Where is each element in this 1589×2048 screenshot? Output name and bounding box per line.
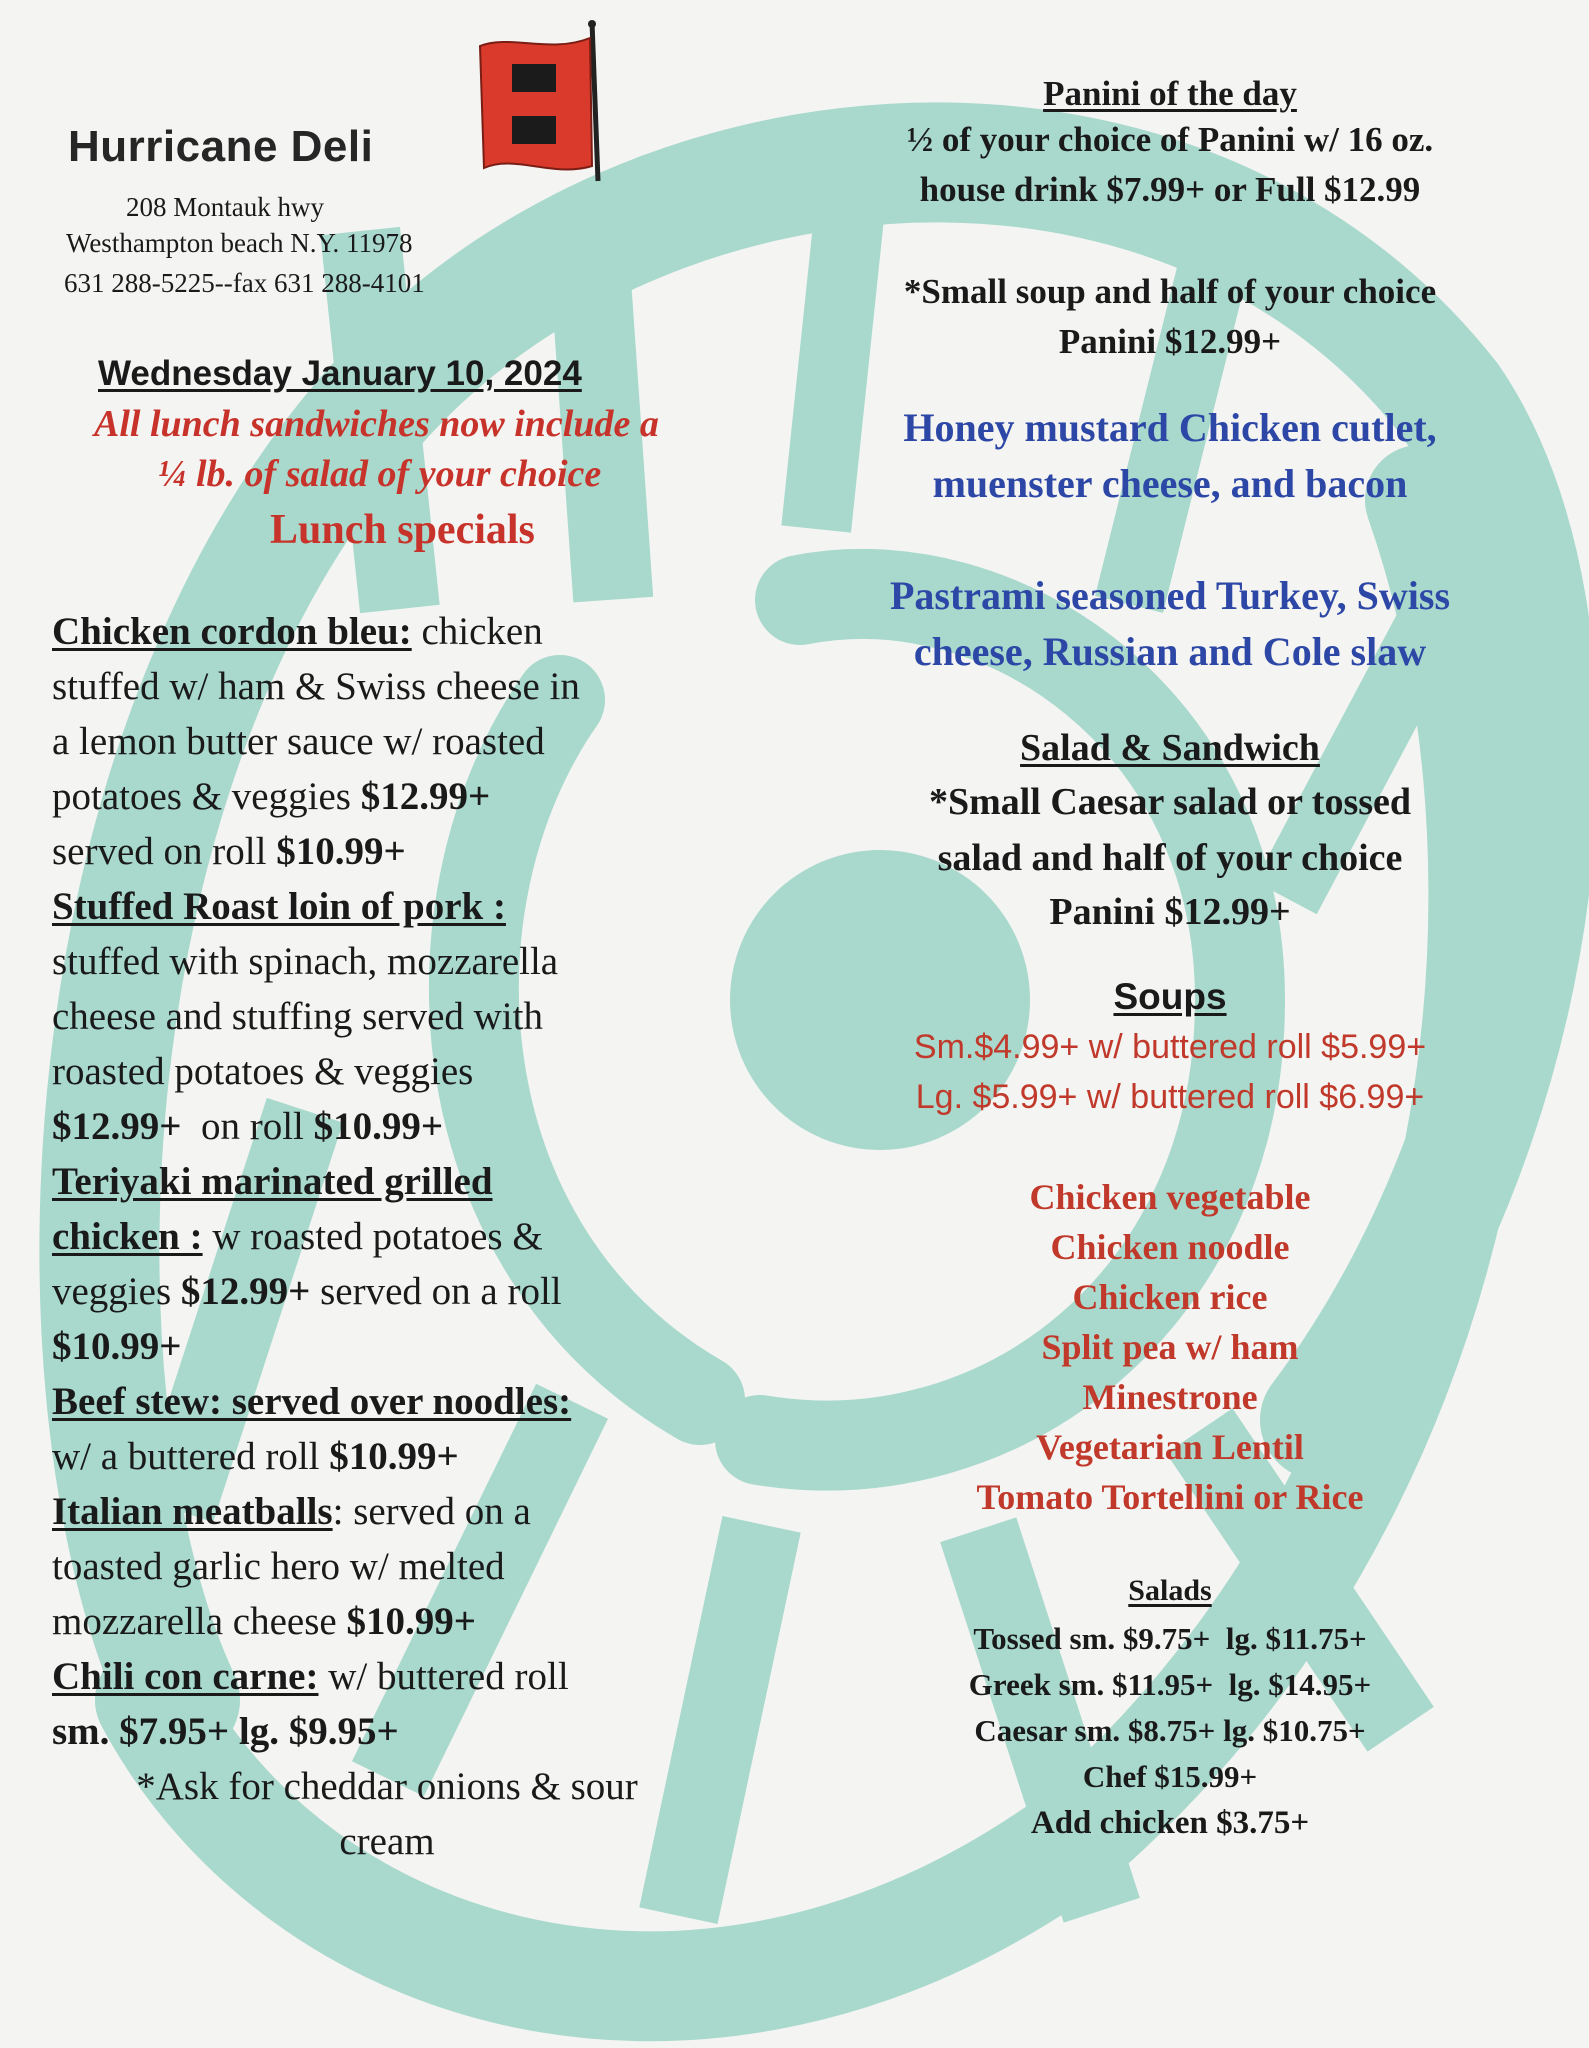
item-desc [52, 1594, 752, 1649]
item-price: $10.99+ [276, 830, 406, 873]
item-name: Chicken cordon bleu: [52, 610, 412, 653]
item-name: Chili con carne: [52, 1655, 319, 1698]
promo-line-1: All lunch sandwiches now include a [94, 403, 659, 445]
special-cordon-bleu [52, 604, 752, 659]
special-pork [52, 879, 752, 934]
item-desc [52, 1429, 752, 1484]
item-name: Stuffed Roast loin of pork : [52, 885, 506, 928]
item-price: $10.99+ [313, 1105, 444, 1148]
item-price: $12.99+ [180, 1270, 311, 1313]
salad-sandwich-heading: Salad & Sandwich [1020, 727, 1320, 769]
item-desc-text: w roasted potatoes & [202, 1215, 543, 1258]
lunch-specials-heading: Lunch specials [270, 507, 535, 553]
soups-heading: Soups [1113, 976, 1227, 1017]
salad-item: Chef $15.99+ [1082, 1759, 1258, 1794]
soup-item: Vegetarian Lentil [1036, 1427, 1304, 1467]
item-price: sm. $7.95+ lg. $9.95+ [52, 1710, 399, 1753]
lunch-specials-list [52, 604, 752, 1869]
soup-item: Chicken rice [1072, 1277, 1268, 1317]
salad-item: Tossed sm. $9.75+ lg. $11.75+ [973, 1621, 1367, 1656]
item-price: $10.99+ [346, 1600, 476, 1643]
soup-price-small: Sm.$4.99+ w/ buttered roll $5.99+ [913, 1028, 1427, 1066]
soup-panini-line: *Small soup and half of your choice [903, 272, 1437, 311]
special-meatballs [52, 1484, 752, 1539]
panini-heading: Panini of the day [1043, 74, 1297, 113]
special-chili [52, 1649, 752, 1704]
promo-line-2: ¼ lb. of salad of your choice [158, 453, 602, 495]
item-price: $12.99+ [52, 1105, 182, 1148]
item-desc [52, 824, 752, 879]
panini-line: ½ of your choice of Panini w/ 16 oz. [906, 120, 1434, 159]
item-desc-text: served on a roll [310, 1270, 562, 1313]
item-desc: roasted potatoes & veggies [52, 1050, 474, 1093]
address-street: 208 Montauk hwy [126, 192, 324, 222]
item-desc: a lemon butter sauce w/ roasted [52, 720, 545, 763]
salad-item: Add chicken $3.75+ [1030, 1805, 1310, 1841]
item-desc: cheese and stuffing served with [52, 995, 543, 1038]
item-desc-text: served on roll [52, 830, 277, 873]
chili-note: *Ask for cheddar onions & sour [136, 1765, 638, 1808]
soup-panini-line: Panini $12.99+ [1058, 322, 1282, 361]
item-desc: chicken [411, 610, 543, 653]
item-name: Italian meatballs [52, 1490, 333, 1533]
chili-note: cream [339, 1820, 435, 1863]
item-desc [52, 1264, 752, 1319]
panini-honey-mustard: Honey mustard Chicken cutlet, [903, 405, 1437, 450]
item-desc [52, 769, 752, 824]
soup-item: Minestrone [1082, 1377, 1258, 1417]
panini-pastrami-turkey: Pastrami seasoned Turkey, Swiss [889, 573, 1451, 618]
salad-sandwich-line: *Small Caesar salad or tossed [928, 781, 1412, 823]
salad-sandwich-line: Panini $12.99+ [1049, 891, 1291, 933]
phone-fax: 631 288-5225--fax 631 288-4101 [64, 268, 425, 298]
item-price: $10.99+ [329, 1435, 459, 1478]
salad-list [820, 1616, 1520, 1846]
soup-item: Split pea w/ ham [1041, 1327, 1299, 1367]
item-desc-text: w/ a buttered roll [52, 1435, 330, 1478]
salad-item: Greek sm. $11.95+ lg. $14.95+ [968, 1667, 1372, 1702]
item-price: $12.99+ [360, 775, 491, 818]
salads-heading: Salads [1128, 1574, 1212, 1607]
menu-date: Wednesday January 10, 2024 [98, 354, 582, 393]
special-beef-stew [52, 1374, 752, 1429]
panini-line: house drink $7.99+ or Full $12.99 [919, 170, 1421, 209]
item-desc: stuffed w/ ham & Swiss cheese in [52, 665, 580, 708]
panini-honey-mustard: muenster cheese, and bacon [932, 461, 1408, 506]
item-price: $10.99+ [52, 1325, 182, 1368]
item-name: chicken : [52, 1215, 203, 1258]
item-desc-text: mozzarella cheese [52, 1600, 347, 1643]
deli-name: Hurricane Deli [68, 122, 374, 171]
salad-sandwich-line: salad and half of your choice [937, 837, 1403, 879]
salad-item: Caesar sm. $8.75+ lg. $10.75+ [974, 1713, 1366, 1748]
soup-item: Chicken vegetable [1029, 1177, 1311, 1217]
soup-list [820, 1172, 1520, 1522]
hurricane-flag-icon [470, 16, 610, 186]
item-desc: stuffed with spinach, mozzarella [52, 940, 559, 983]
item-desc-text: veggies [52, 1270, 181, 1313]
item-desc [52, 1209, 752, 1264]
item-desc [52, 1099, 752, 1154]
item-desc: toasted garlic hero w/ melted [52, 1545, 505, 1588]
item-desc-text: w/ buttered roll [318, 1655, 569, 1698]
item-desc-text: on roll [181, 1105, 314, 1148]
item-name: Beef stew: served over noodles: [52, 1380, 572, 1423]
soup-item: Tomato Tortellini or Rice [976, 1477, 1364, 1517]
soup-price-large: Lg. $5.99+ w/ buttered roll $6.99+ [915, 1078, 1425, 1116]
panini-pastrami-turkey: cheese, Russian and Cole slaw [913, 629, 1427, 674]
special-teriyaki [52, 1154, 752, 1209]
item-desc-text: : served on a [332, 1490, 531, 1533]
item-name: Teriyaki marinated grilled [52, 1160, 493, 1203]
address-city: Westhampton beach N.Y. 11978 [66, 228, 413, 258]
item-desc-text: potatoes & veggies [52, 775, 361, 818]
soup-item: Chicken noodle [1050, 1227, 1290, 1267]
